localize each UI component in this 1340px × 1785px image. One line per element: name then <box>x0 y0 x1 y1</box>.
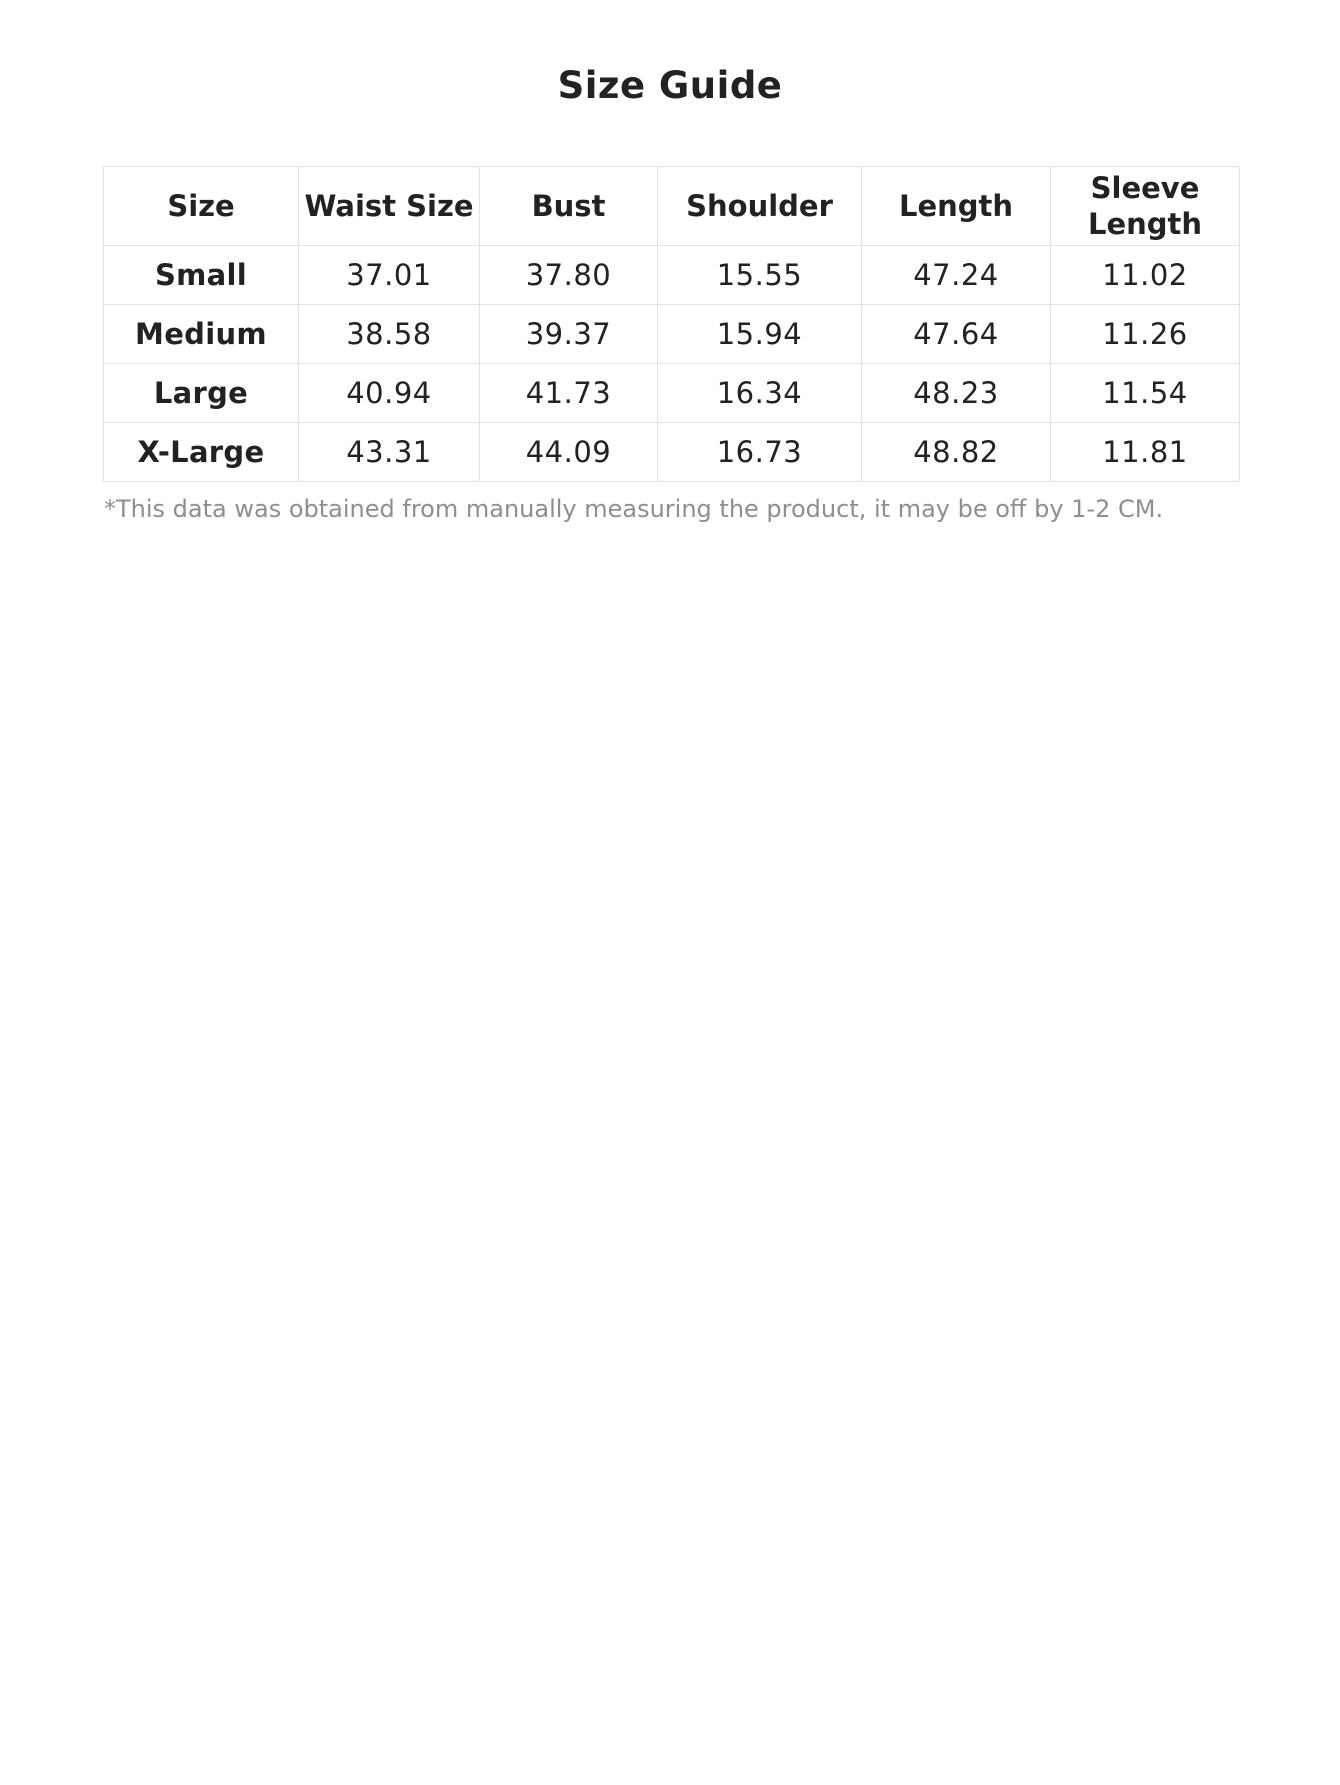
cell-length: 48.82 <box>862 423 1051 482</box>
table-row <box>104 246 1240 305</box>
cell-length: 47.64 <box>862 305 1051 364</box>
page-title: Size Guide <box>557 64 783 107</box>
size-table <box>103 166 1240 482</box>
table-row <box>104 423 1240 482</box>
row-label-size: Small <box>104 246 299 305</box>
column-header-length: Length <box>862 167 1051 246</box>
cell-length: 47.24 <box>862 246 1051 305</box>
cell-bust: 41.73 <box>480 364 658 423</box>
cell-sleeve-length: 11.54 <box>1051 364 1240 423</box>
row-label-size: X-Large <box>104 423 299 482</box>
cell-bust: 37.80 <box>480 246 658 305</box>
column-header-waist-size: Waist Size <box>299 167 480 246</box>
measurement-disclaimer: *This data was obtained from manually measuring the product, it may be off by 1-2 CM. <box>104 495 1164 523</box>
cell-bust: 44.09 <box>480 423 658 482</box>
row-label-size: Medium <box>104 305 299 364</box>
cell-waist-size: 43.31 <box>299 423 480 482</box>
cell-shoulder: 16.73 <box>658 423 862 482</box>
cell-waist-size: 37.01 <box>299 246 480 305</box>
table-header-row <box>104 167 1240 246</box>
cell-shoulder: 15.55 <box>658 246 862 305</box>
column-header-bust: Bust <box>480 167 658 246</box>
cell-sleeve-length: 11.26 <box>1051 305 1240 364</box>
cell-waist-size: 38.58 <box>299 305 480 364</box>
cell-length: 48.23 <box>862 364 1051 423</box>
table-row <box>104 364 1240 423</box>
cell-bust: 39.37 <box>480 305 658 364</box>
cell-shoulder: 15.94 <box>658 305 862 364</box>
table-row <box>104 305 1240 364</box>
cell-shoulder: 16.34 <box>658 364 862 423</box>
column-header-sleeve-length: Sleeve Length <box>1051 167 1240 246</box>
column-header-size: Size <box>104 167 299 246</box>
cell-waist-size: 40.94 <box>299 364 480 423</box>
cell-sleeve-length: 11.02 <box>1051 246 1240 305</box>
cell-sleeve-length: 11.81 <box>1051 423 1240 482</box>
column-header-shoulder: Shoulder <box>658 167 862 246</box>
row-label-size: Large <box>104 364 299 423</box>
